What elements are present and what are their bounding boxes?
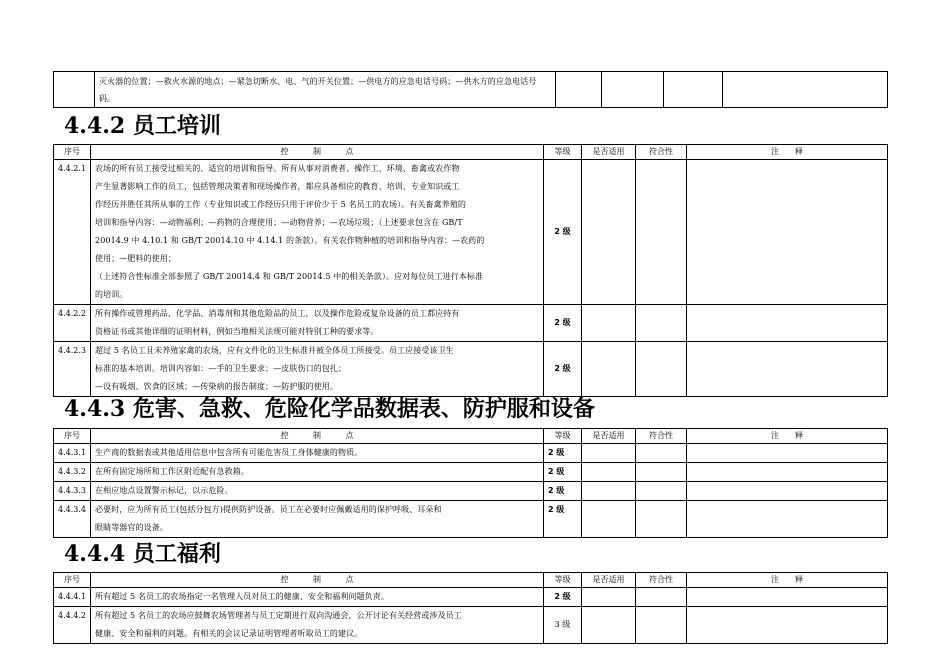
- control-line: 农场的所有员工接受过相关的、适宜的培训和指导。所有从事对消费者、操作工、环境、畜禽或农作物: [95, 164, 460, 173]
- level-badge: 2 级: [544, 501, 582, 538]
- header-applicable: 是否适用: [582, 573, 636, 588]
- header-applicable: 是否适用: [582, 429, 636, 444]
- section-table: [53, 428, 888, 538]
- row-id: 4.4.2.2: [54, 305, 91, 342]
- row-id: 4.4.2.3: [54, 342, 91, 397]
- header-level: 等级: [544, 145, 582, 160]
- notes-cell[interactable]: [687, 342, 888, 397]
- control-text: [91, 160, 544, 305]
- conformity-cell[interactable]: [636, 444, 687, 463]
- notes-cell[interactable]: [687, 607, 888, 644]
- notes-cell[interactable]: [687, 463, 888, 482]
- conformity-cell[interactable]: [636, 482, 687, 501]
- control-text: [91, 305, 544, 342]
- level-badge: 2 级: [544, 463, 582, 482]
- conformity-cell: [664, 72, 723, 108]
- table-header-row: [54, 429, 888, 444]
- notes-cell: [723, 72, 888, 108]
- table-row: [54, 444, 888, 463]
- conformity-cell[interactable]: [636, 305, 687, 342]
- control-line: —设有吸烟、饮食的区域；—传染病的报告制度；—防护服的使用。: [95, 382, 338, 391]
- header-control: 控 制 点: [91, 573, 544, 588]
- applicable-cell[interactable]: [582, 588, 636, 607]
- control-line: 所有操作或管理药品、化学品、消毒剂和其他危险品的员工，以及操作危险或复杂设备的员工都应持有: [95, 309, 460, 318]
- control-line: 超过 5 名员工且未养殖家禽的农场，应有文件化的卫生标准并被全体员工所接受。员工应接受该卫生: [95, 346, 454, 355]
- control-line: 资格证书或其他详细的证明材料，例如当地相关法规可能对特别工种的要求等。: [95, 327, 379, 336]
- header-conformity: 符合性: [636, 429, 687, 444]
- level-badge: 2 级: [544, 305, 582, 342]
- row-id: 4.4.4.2: [54, 607, 91, 644]
- row-id: 4.4.4.1: [54, 588, 91, 607]
- control-line: 20014.9 中 4.10.1 和 GB/T 20014.10 中 4.14.1 的条款）。有关农作物种植的培训和指导内容：—农药的: [95, 236, 485, 245]
- table-row: [54, 72, 888, 108]
- header-conformity: 符合性: [636, 145, 687, 160]
- row-id: 4.4.3.4: [54, 501, 91, 538]
- header-applicable: 是否适用: [582, 145, 636, 160]
- conformity-cell[interactable]: [636, 607, 687, 644]
- table-row: [54, 463, 888, 482]
- header-id: 序号: [54, 429, 91, 444]
- control-text: 在相应地点设置警示标记，以示危险。: [91, 482, 544, 501]
- row-id: 4.4.3.2: [54, 463, 91, 482]
- header-id: 序号: [54, 573, 91, 588]
- level-badge: 2 级: [544, 588, 582, 607]
- level-badge: 3 级: [544, 607, 582, 644]
- row-id: 4.4.3.3: [54, 482, 91, 501]
- row-id: [54, 72, 95, 108]
- table-row: [54, 607, 888, 644]
- header-notes: 注 释: [687, 145, 888, 160]
- control-line: （上述符合性标准全部参照了 GB/T 20014.4 和 GB/T 20014.5 中的相关条款）。应对每位员工进行本标准: [95, 272, 484, 281]
- conformity-cell[interactable]: [636, 342, 687, 397]
- table-header-row: [54, 573, 888, 588]
- control-text: [91, 607, 544, 644]
- control-line: 眼睛等器官的设备。: [95, 523, 168, 532]
- header-id: 序号: [54, 145, 91, 160]
- control-line: 必要时，应为所有员工(包括分包方)提供防护设备。员工在必要时应佩戴适用的保护呼吸、耳朵和: [95, 505, 442, 514]
- control-text: 灭火器的位置；—救火水源的地点；—紧急切断水、电、气的开关位置；—供电方的应急电话号码；—供水方的应急电话号码。: [95, 72, 556, 108]
- applicable-cell[interactable]: [582, 305, 636, 342]
- row-id: 4.4.2.1: [54, 160, 91, 305]
- section-title: 4.4.3 危害、急救、危险化学品数据表、防护服和设备: [64, 396, 595, 422]
- applicable-cell[interactable]: [582, 482, 636, 501]
- level-badge: 2 级: [544, 444, 582, 463]
- table-row: [54, 482, 888, 501]
- level-badge: 2 级: [544, 482, 582, 501]
- header-control: 控 制 点: [91, 429, 544, 444]
- applicable-cell[interactable]: [582, 444, 636, 463]
- control-line: 的培训。: [95, 290, 128, 299]
- top-fragment-table: [53, 71, 888, 108]
- conformity-cell[interactable]: [636, 501, 687, 538]
- conformity-cell[interactable]: [636, 588, 687, 607]
- conformity-cell[interactable]: [636, 463, 687, 482]
- notes-cell[interactable]: [687, 588, 888, 607]
- table-row: [54, 588, 888, 607]
- row-id: 4.4.3.1: [54, 444, 91, 463]
- applicable-cell: [602, 72, 664, 108]
- notes-cell[interactable]: [687, 305, 888, 342]
- notes-cell[interactable]: [687, 482, 888, 501]
- control-line: 使用；—肥料的使用；: [95, 254, 176, 263]
- control-line: 所有超过 5 名员工的农场应鼓舞农场管理者与员工定期进行双向沟通会，公开讨论有关经营或涉及员工: [95, 611, 462, 620]
- level-badge: 2 级: [544, 160, 582, 305]
- level-badge: 2 级: [544, 342, 582, 397]
- applicable-cell[interactable]: [582, 342, 636, 397]
- control-line: 培训和指导内容：—动物福利；—药物的合理使用；—动物营养；—农场垃圾；（上述要求包含在 GB/T: [95, 218, 463, 227]
- table-row: [54, 305, 888, 342]
- header-control: 控 制 点: [91, 145, 544, 160]
- control-text: 所有超过 5 名员工的农场指定一名管理人员对员工的健康、安全和福利问题负责。: [91, 588, 544, 607]
- section-title: 4.4.4 员工福利: [64, 541, 221, 567]
- conformity-cell[interactable]: [636, 160, 687, 305]
- table-row: [54, 501, 888, 538]
- table-row: [54, 342, 888, 397]
- notes-cell[interactable]: [687, 160, 888, 305]
- applicable-cell[interactable]: [582, 160, 636, 305]
- section-table: [53, 572, 888, 644]
- control-line: 作经历并胜任其所从事的工作（专业知识或工作经历只用于评价少于 5 名员工的农场）。有关畜禽养殖的: [95, 200, 466, 209]
- control-line: 健康、安全和福利的问题。有相关的会议记录证明管理者听取员工的建议。: [95, 629, 363, 638]
- header-notes: 注 释: [687, 429, 888, 444]
- table-row: [54, 160, 888, 305]
- header-notes: 注 释: [687, 573, 888, 588]
- section-table: [53, 144, 888, 397]
- control-line: 产生显著影响工作的员工，包括管理决策者和现场操作者，都应具备相应的教育、培训、专业知识或工: [95, 182, 460, 191]
- control-text: 生产商的数据表或其他适用信息中包含所有可能危害员工身体健康的物质。: [91, 444, 544, 463]
- notes-cell[interactable]: [687, 444, 888, 463]
- control-line: 标准的基本培训。培训内容如：—手的卫生要求；—皮肤伤口的包扎；: [95, 364, 347, 373]
- control-text: [91, 501, 544, 538]
- control-text: 在所有固定场所和工作区附近配有急救箱。: [91, 463, 544, 482]
- control-text: [91, 342, 544, 397]
- header-level: 等级: [544, 573, 582, 588]
- applicable-cell[interactable]: [582, 607, 636, 644]
- notes-cell[interactable]: [687, 501, 888, 538]
- table-header-row: [54, 145, 888, 160]
- header-level: 等级: [544, 429, 582, 444]
- section-title: 4.4.2 员工培训: [64, 113, 221, 139]
- level-cell: [556, 72, 602, 108]
- applicable-cell[interactable]: [582, 501, 636, 538]
- applicable-cell[interactable]: [582, 463, 636, 482]
- header-conformity: 符合性: [636, 573, 687, 588]
